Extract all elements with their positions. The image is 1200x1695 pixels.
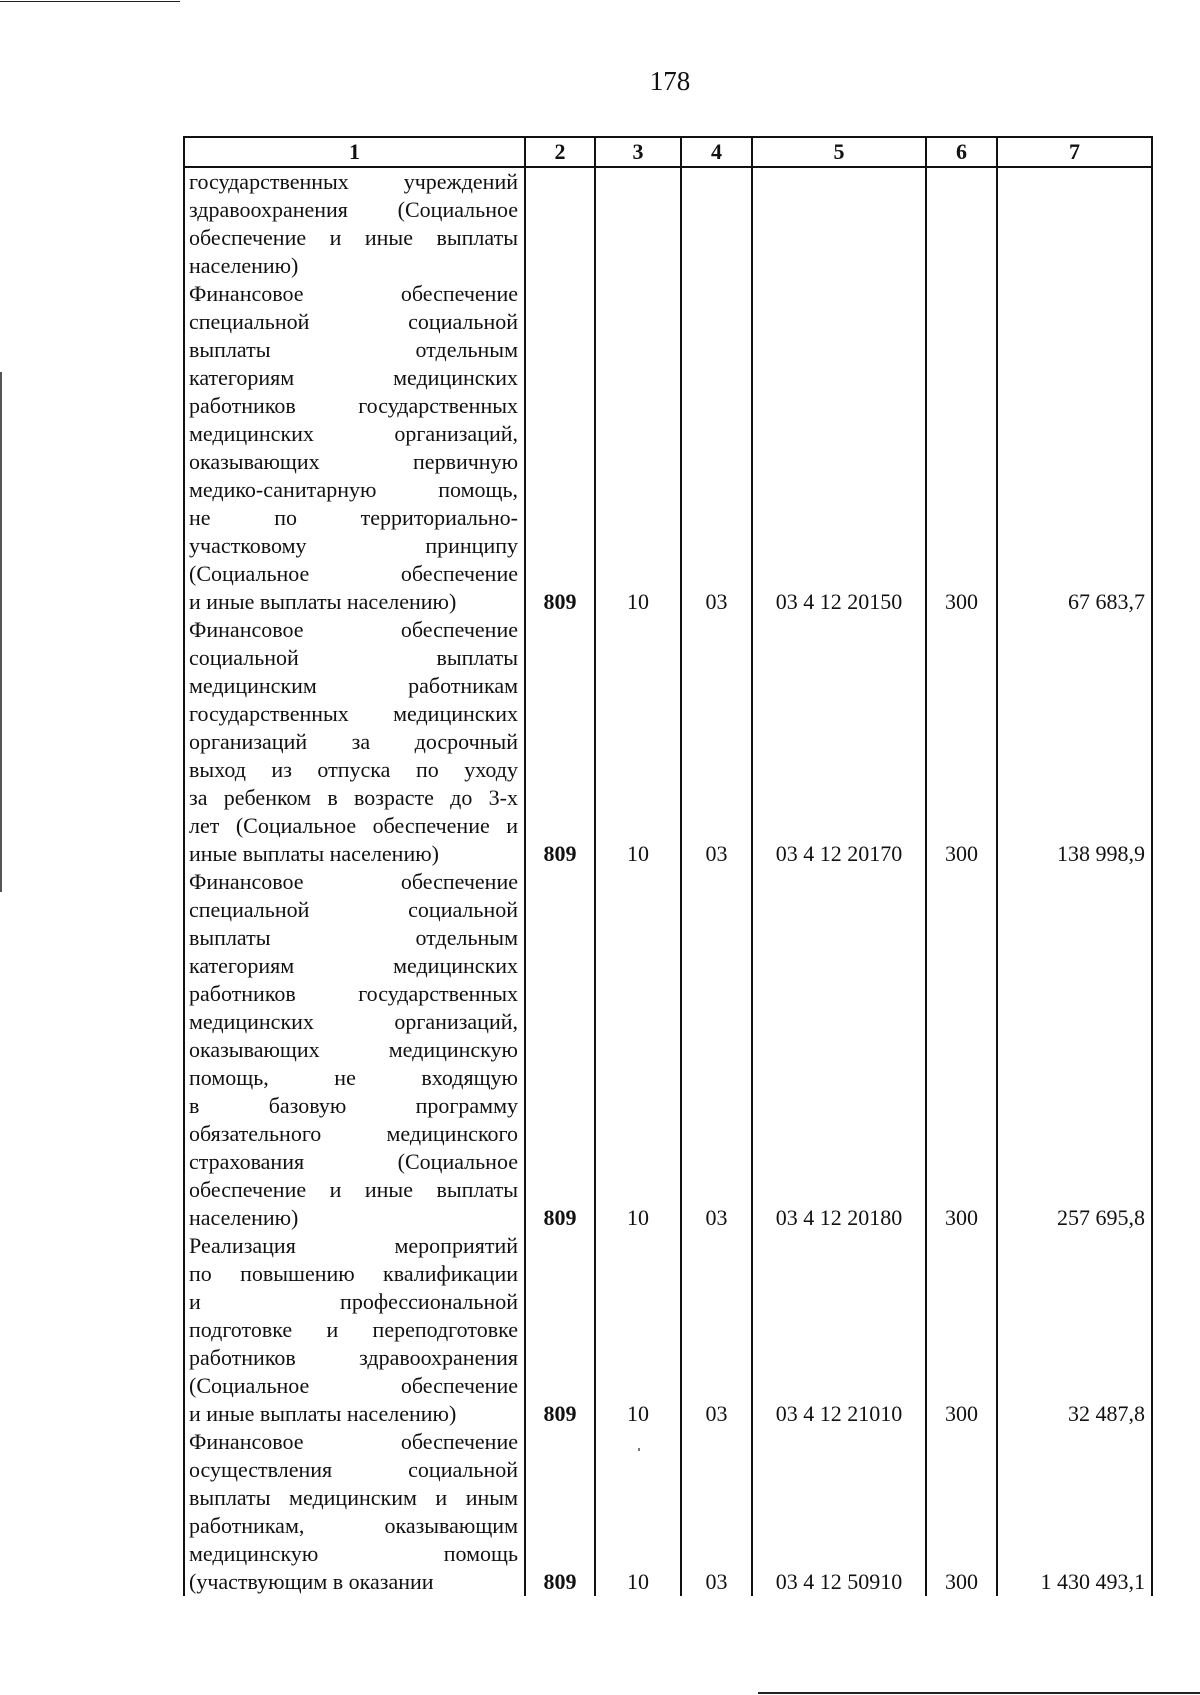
cell-subsection-code: 03 bbox=[681, 616, 752, 868]
description-line: работникам, оказывающим bbox=[189, 1513, 518, 1538]
cell-target-article-code: 03 4 12 20170 bbox=[752, 616, 926, 868]
description-line: лет (Социальное обеспечение и bbox=[189, 813, 518, 838]
column-header-7: 7 bbox=[997, 137, 1152, 167]
cell-main-admin-code: 809 bbox=[525, 616, 595, 868]
cell-target-article-code: 03 4 12 20180 bbox=[752, 868, 926, 1232]
cell-description bbox=[184, 616, 525, 868]
description-line: и иные выплаты населению) bbox=[189, 1401, 457, 1426]
description-line: по повышению квалификации bbox=[189, 1261, 518, 1286]
scan-edge-line-top bbox=[0, 1, 180, 2]
description-line: оказывающих медицинскую bbox=[189, 1037, 518, 1062]
cell-subsection-code bbox=[681, 167, 752, 280]
cell-target-article-code: 03 4 12 21010 bbox=[752, 1232, 926, 1428]
description-line: выплаты отдельным bbox=[189, 925, 518, 950]
scan-edge-line-bottom bbox=[758, 1692, 1200, 1694]
cell-expense-type-code: 300 bbox=[926, 1428, 997, 1596]
cell-amount: 138 998,9 bbox=[997, 616, 1152, 868]
cell-amount: 1 430 493,1 bbox=[997, 1428, 1152, 1596]
description-line: и профессиональной bbox=[189, 1289, 518, 1314]
description-line: Реализация мероприятий bbox=[189, 1233, 518, 1258]
description-line: в базовую программу bbox=[189, 1093, 518, 1118]
description-line: подготовке и переподготовке bbox=[189, 1317, 518, 1342]
cell-section-code bbox=[595, 167, 681, 280]
table-row bbox=[184, 1428, 1152, 1596]
description-line: населению) bbox=[189, 253, 299, 278]
description-line: медицинских организаций, bbox=[189, 421, 518, 446]
description-line: выплаты отдельным bbox=[189, 337, 518, 362]
description-line: (Социальное обеспечение bbox=[189, 1373, 518, 1398]
cell-main-admin-code bbox=[525, 167, 595, 280]
cell-main-admin-code: 809 bbox=[525, 280, 595, 616]
cell-expense-type-code: 300 bbox=[926, 868, 997, 1232]
cell-target-article-code bbox=[752, 167, 926, 280]
description-line: государственных учреждений bbox=[189, 169, 518, 194]
description-line: осуществления социальной bbox=[189, 1457, 518, 1482]
header-row bbox=[184, 137, 1152, 167]
cell-expense-type-code bbox=[926, 167, 997, 280]
cell-section-code: 10 bbox=[595, 1232, 681, 1428]
table-row bbox=[184, 167, 1152, 280]
description-line: не по территориально- bbox=[189, 505, 518, 530]
cell-subsection-code: 03 bbox=[681, 1428, 752, 1596]
column-header-1: 1 bbox=[184, 137, 525, 167]
cell-description bbox=[184, 280, 525, 616]
description-line: Финансовое обеспечение bbox=[189, 869, 518, 894]
column-header-5: 5 bbox=[752, 137, 926, 167]
description-line: работников государственных bbox=[189, 981, 518, 1006]
column-header-3: 3 bbox=[595, 137, 681, 167]
table-row bbox=[184, 280, 1152, 616]
description-line: специальной социальной bbox=[189, 309, 518, 334]
cell-main-admin-code: 809 bbox=[525, 868, 595, 1232]
column-header-4: 4 bbox=[681, 137, 752, 167]
cell-main-admin-code: 809 bbox=[525, 1232, 595, 1428]
cell-section-code: 10 bbox=[595, 616, 681, 868]
description-line: государственных медицинских bbox=[189, 701, 518, 726]
description-line: оказывающих первичную bbox=[189, 449, 518, 474]
cell-section-code: 10 bbox=[595, 1428, 681, 1596]
description-line: (Социальное обеспечение bbox=[189, 561, 518, 586]
description-line: Финансовое обеспечение bbox=[189, 281, 518, 306]
budget-table bbox=[183, 136, 1153, 1596]
description-line: медицинскую помощь bbox=[189, 1541, 518, 1566]
cell-description bbox=[184, 1232, 525, 1428]
cell-target-article-code: 03 4 12 20150 bbox=[752, 280, 926, 616]
cell-section-code: 10 bbox=[595, 280, 681, 616]
description-line: выход из отпуска по уходу bbox=[189, 757, 518, 782]
description-line: обеспечение и иные выплаты bbox=[189, 225, 518, 250]
description-line: медико-санитарную помощь, bbox=[189, 477, 518, 502]
description-line: иные выплаты населению) bbox=[189, 841, 439, 866]
description-line: Финансовое обеспечение bbox=[189, 617, 518, 642]
description-line: специальной социальной bbox=[189, 897, 518, 922]
cell-description bbox=[184, 167, 525, 280]
table-body bbox=[184, 167, 1152, 1596]
cell-target-article-code: 03 4 12 50910 bbox=[752, 1428, 926, 1596]
description-line: выплаты медицинским и иным bbox=[189, 1485, 518, 1510]
description-line: (участвующим в оказании bbox=[189, 1569, 434, 1594]
description-line: социальной выплаты bbox=[189, 645, 518, 670]
description-line: медицинских организаций, bbox=[189, 1009, 518, 1034]
cell-subsection-code: 03 bbox=[681, 868, 752, 1232]
description-line: Финансовое обеспечение bbox=[189, 1429, 518, 1454]
description-line: организаций за досрочный bbox=[189, 729, 518, 754]
page-number: 178 bbox=[649, 66, 691, 96]
column-header-2: 2 bbox=[525, 137, 595, 167]
cell-expense-type-code: 300 bbox=[926, 280, 997, 616]
cell-amount: 67 683,7 bbox=[997, 280, 1152, 616]
description-line: за ребенком в возрасте до 3-х bbox=[189, 785, 518, 810]
cell-amount bbox=[997, 167, 1152, 280]
description-line: участковому принципу bbox=[189, 533, 518, 558]
cell-description bbox=[184, 1428, 525, 1596]
cell-expense-type-code: 300 bbox=[926, 1232, 997, 1428]
description-line: страхования (Социальное bbox=[189, 1149, 518, 1174]
description-line: работников здравоохранения bbox=[189, 1345, 518, 1370]
description-line: категориям медицинских bbox=[189, 365, 518, 390]
description-line: медицинским работникам bbox=[189, 673, 518, 698]
description-line: и иные выплаты населению) bbox=[189, 589, 457, 614]
table-row bbox=[184, 868, 1152, 1232]
cell-amount: 32 487,8 bbox=[997, 1232, 1152, 1428]
description-line: категориям медицинских bbox=[189, 953, 518, 978]
cell-section-code: 10 bbox=[595, 868, 681, 1232]
scan-edge-line-left bbox=[0, 372, 2, 892]
description-line: здравоохранения (Социальное bbox=[189, 197, 518, 222]
description-line: обеспечение и иные выплаты bbox=[189, 1177, 518, 1202]
column-header-6: 6 bbox=[926, 137, 997, 167]
cell-amount: 257 695,8 bbox=[997, 868, 1152, 1232]
description-line: работников государственных bbox=[189, 393, 518, 418]
description-line: населению) bbox=[189, 1205, 299, 1230]
description-line: обязательного медицинского bbox=[189, 1121, 518, 1146]
table-row bbox=[184, 616, 1152, 868]
cell-description bbox=[184, 868, 525, 1232]
description-line: помощь, не входящую bbox=[189, 1065, 518, 1090]
cell-expense-type-code: 300 bbox=[926, 616, 997, 868]
cell-main-admin-code: 809 bbox=[525, 1428, 595, 1596]
cell-subsection-code: 03 bbox=[681, 280, 752, 616]
table-row bbox=[184, 1232, 1152, 1428]
cell-subsection-code: 03 bbox=[681, 1232, 752, 1428]
